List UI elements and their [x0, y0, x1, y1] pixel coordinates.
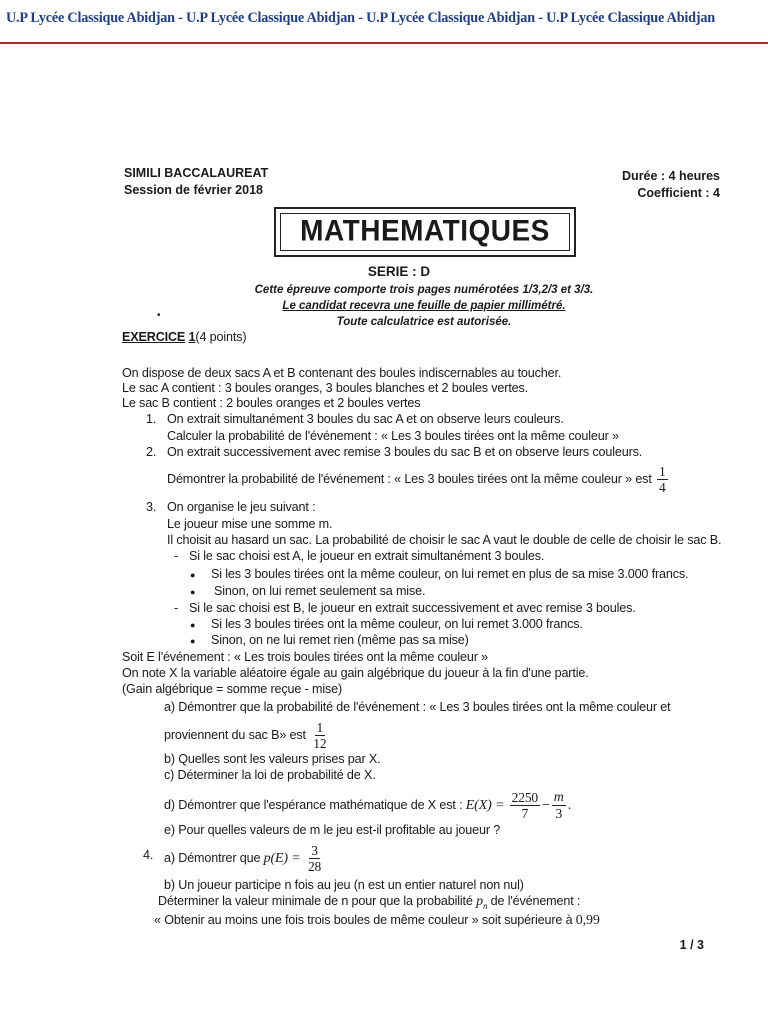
definition-line: (Gain algébrique = somme reçue - mise) [122, 682, 343, 696]
q3e: e) Pour quelles valeurs de m le jeu est-il profitable au joueur ? [164, 823, 501, 837]
exam-coefficient: Coefficient : 4 [637, 186, 720, 200]
definition-line: On note X la variable aléatoire égale au gain algébrique du joueur à la fin d'une partie. [122, 666, 589, 680]
fraction-2250-over-7: $\frac{2250}{7}$ [511, 790, 539, 821]
q3a-line: a) Démontrer que la probabilité de l'événement : « Les 3 boules tirées ont la même couleur et [164, 700, 671, 714]
q3a-line-with-fraction [164, 720, 330, 751]
q3-line: Il choisit au hasard un sac. La probabilité de choisir le sac A vaut le double de celle de choisir le sac B. [167, 533, 722, 547]
period: . [567, 797, 572, 813]
question-number: 3. [146, 500, 157, 514]
fraction-one-twelfth: $\frac{1}{12}$ [313, 720, 327, 751]
q3d-statement: d) Démontrer que l'espérance mathématique de X est : [164, 797, 463, 812]
intro-line: On dispose de deux sacs A et B contenant des boules indiscernables au toucher. [122, 366, 562, 380]
q4b-line: b) Un joueur participe n fois au jeu (n est un entier naturel non nul) [164, 878, 524, 892]
q4a-statement: a) Démontrer que [164, 850, 261, 865]
q3a-statement: proviennent du sac B» est [164, 727, 306, 742]
definition-line: Soit E l'événement : « Les trois boules tirées ont la même couleur » [122, 650, 489, 664]
intro-line: Le sac B contient : 2 boules oranges et 2 boules vertes [122, 396, 421, 410]
fraction-m-over-3: $\frac{m}{3}$ [553, 790, 564, 821]
instruction-calculator: Toute calculatrice est autorisée. [336, 316, 512, 328]
dash-marker: - [174, 549, 179, 563]
dash-marker: - [174, 601, 179, 615]
instruction-pages: Cette épreuve comporte trois pages numérotées 1/3,2/3 et 3/3. [254, 284, 594, 296]
exam-duration: Durée : 4 heures [622, 169, 720, 183]
question-number: 1. [146, 412, 157, 426]
q4b-final-line [154, 913, 600, 928]
probability-lhs: p(E) = [263, 850, 301, 866]
q3c: c) Déterminer la loi de probabilité de X. [164, 768, 376, 782]
fraction-one-quarter: $\frac{1}{4}$ [659, 464, 666, 495]
case-b-bullet: Sinon, on ne lui remet rien (même pas sa mise) [211, 633, 469, 647]
exercise-number: 1 [188, 330, 196, 344]
bullet: ● [190, 620, 196, 630]
q4b-statement-final: « Obtenir au moins une fois trois boules de même couleur » soit supérieure à [154, 913, 573, 927]
q3-line: On organise le jeu suivant : [167, 500, 316, 514]
q4b-statement-end: de l'événement : [490, 894, 581, 908]
fraction-3-over-28: $\frac{3}{28}$ [307, 843, 322, 874]
duration-block [622, 168, 720, 202]
page-title: MATHEMATIQUES [300, 214, 550, 247]
expectation-lhs: E(X) = [465, 797, 505, 813]
question-number: 2. [146, 445, 157, 459]
q4a-line [164, 843, 325, 874]
serie-label: SERIE : D [367, 264, 431, 279]
question-number: 4. [143, 848, 154, 862]
threshold-value: 0,99 [575, 913, 600, 928]
q3-line: Le joueur mise une somme m. [167, 517, 333, 531]
bullet: ● [190, 570, 196, 580]
session-block [124, 165, 268, 199]
minus-sign: − [542, 797, 550, 813]
instruction-paper: Le candidat recevra une feuille de papier millimétré. [282, 300, 566, 312]
q1-line: On extrait simultanément 3 boules du sac A et on observe leurs couleurs. [167, 412, 564, 426]
exam-name: SIMILI BACCALAUREAT [124, 166, 269, 180]
intro-line: Le sac A contient : 3 boules oranges, 3 boules blanches et 2 boules vertes. [122, 381, 529, 395]
stray-mark: • [157, 310, 161, 321]
q2-statement: Démontrer la probabilité de l'événement : « Les 3 boules tirées ont la même couleur » est [167, 471, 652, 486]
exercise-points: (4 points) [195, 330, 247, 344]
case-a: Si le sac choisi est A, le joueur en extrait simultanément 3 boules. [189, 549, 545, 563]
session-date: Session de février 2018 [124, 183, 263, 197]
banner-divider [0, 42, 768, 44]
q4b-line-with-pn [158, 894, 580, 914]
exercise-heading [122, 330, 246, 345]
case-b: Si le sac choisi est B, le joueur en extrait successivement et avec remise 3 boules. [189, 601, 636, 615]
page-number: 1 / 3 [679, 938, 704, 952]
q3d-line [164, 790, 571, 821]
q4b-statement-start: Déterminer la valeur minimale de n pour que la probabilité [158, 894, 473, 908]
q1-line: Calculer la probabilité de l'événement : « Les 3 boules tirées ont la même couleur » [167, 429, 619, 443]
pn-symbol: $p_n$ [476, 894, 488, 911]
case-a-bullet: Si les 3 boules tirées ont la même couleur, on lui remet en plus de sa mise 3.000 francs. [211, 567, 689, 581]
case-a-bullet: Sinon, on lui remet seulement sa mise. [214, 584, 426, 598]
q2-line-with-fraction [167, 464, 670, 495]
bullet: ● [190, 636, 196, 646]
case-b-bullet: Si les 3 boules tirées ont la même couleur, on lui remet 3.000 francs. [211, 617, 583, 631]
q2-line: On extrait successivement avec remise 3 boules du sac B et on observe leurs couleurs. [167, 445, 643, 459]
header-banner: U.P Lycée Classique Abidjan - U.P Lycée Classique Abidjan - U.P Lycée Classique Abidjan - U.P Lycée Classique Abidjan [6, 10, 715, 26]
bullet: ● [190, 587, 196, 597]
title-frame [274, 207, 576, 257]
q3b: b) Quelles sont les valeurs prises par X. [164, 752, 381, 766]
exercise-label: EXERCICE [122, 330, 186, 344]
